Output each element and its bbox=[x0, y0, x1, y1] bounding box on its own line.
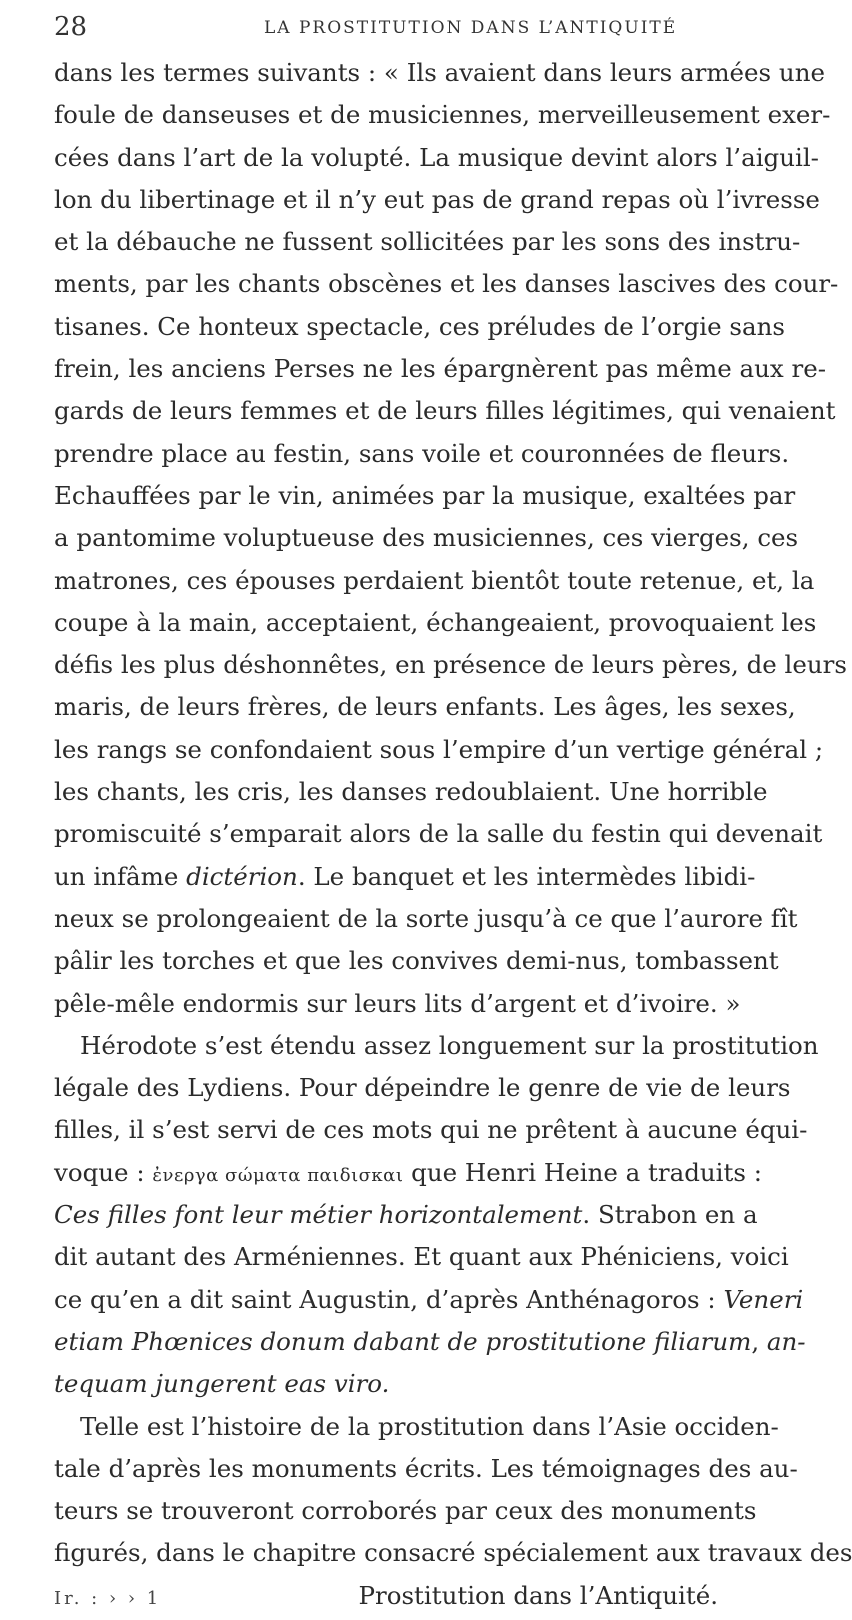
text-line: tisanes. Ce honteux spectacle, ces préludes de l’orgie sans bbox=[54, 311, 785, 341]
signature-mark: Ir. : › › 1 bbox=[54, 1587, 162, 1609]
text-run: , bbox=[751, 1326, 767, 1356]
text-run: voque : bbox=[54, 1157, 153, 1187]
italic-term-dicterion: dictérion bbox=[186, 861, 298, 891]
italic-latin-quote: etiam Phœnices donum dabant de prostitutione filiarum bbox=[54, 1326, 752, 1356]
text-line: lon du libertinage et il n’y eut pas de grand repas où l’ivresse bbox=[54, 184, 820, 214]
text-line: et la débauche ne fussent sollicitées par les sons des instru- bbox=[54, 227, 801, 257]
text-line: défis les plus déshonnêtes, en présence de leurs pères, de leurs bbox=[54, 650, 847, 680]
footer-book-title: Prostitution dans l’Antiquité. bbox=[358, 1580, 718, 1610]
text-line: pêle-mêle endormis sur leurs lits d’argent et d’ivoire. » bbox=[54, 988, 741, 1018]
text-line: Echauffées par le vin, animées par la musique, exaltées par bbox=[54, 480, 796, 510]
text-line: dans les termes suivants : « Ils avaient dans leurs armées une bbox=[54, 58, 825, 87]
text-run: un infâme bbox=[54, 861, 187, 891]
text-line: Hérodote s’est étendu assez longuement sur la prostitution bbox=[80, 1030, 819, 1060]
text-line bbox=[54, 856, 756, 898]
page-number: 28 bbox=[54, 12, 88, 42]
text-line: teurs se trouveront corroborés par ceux des monuments bbox=[54, 1496, 757, 1526]
text-line: cées dans l’art de la volupté. La musique devint alors l’aiguil- bbox=[54, 142, 819, 172]
text-line: filles, il s’est servi de ces mots qui ne prêtent à aucune équi- bbox=[54, 1115, 808, 1145]
text-line: les chants, les cris, les danses redoublaient. Une horrible bbox=[54, 777, 768, 807]
text-line: ments, par les chants obscènes et les danses lascives des cour- bbox=[54, 269, 839, 299]
text-run: . Strabon en a bbox=[582, 1200, 758, 1230]
text-line: prendre place au festin, sans voile et couronnées de fleurs. bbox=[54, 438, 790, 468]
text-line: tale d’après les monuments écrits. Les témoignages des au- bbox=[54, 1453, 798, 1483]
text-run: que Henri Heine a traduits : bbox=[403, 1157, 762, 1187]
text-line: promiscuité s’emparait alors de la salle du festin qui devenait bbox=[54, 819, 823, 849]
text-line: matrones, ces épouses perdaient bientôt toute retenue, et, la bbox=[54, 565, 815, 595]
text-line: coupe à la main, acceptaient, échangeaient, provoquaient les bbox=[54, 607, 817, 637]
greek-quote: ἐνεργα σώματα παιδισκαι bbox=[152, 1164, 404, 1186]
page-footer bbox=[54, 1575, 744, 1617]
running-title: LA PROSTITUTION DANS L’ANTIQUITÉ bbox=[264, 18, 678, 38]
text-line: figurés, dans le chapitre consacré spécialement aux travaux des bbox=[54, 1538, 852, 1568]
text-line: neux se prolongeaient de la sorte jusqu’à ce que l’aurore fît bbox=[54, 903, 798, 933]
italic-latin-quote: Veneri bbox=[723, 1284, 804, 1314]
text-line: frein, les anciens Perses ne les épargnèrent pas même aux re- bbox=[54, 354, 827, 384]
text-line: dit autant des Arméniennes. Et quant aux Phéniciens, voici bbox=[54, 1242, 789, 1272]
italic-quote-heine: Ces filles font leur métier horizontalement bbox=[54, 1200, 583, 1230]
text-line: maris, de leurs frères, de leurs enfants. Les âges, les sexes, bbox=[54, 692, 796, 722]
text-line: légale des Lydiens. Pour dépeindre le genre de vie de leurs bbox=[54, 1073, 791, 1103]
text-line: les rangs se confondaient sous l’empire d’un vertige général ; bbox=[54, 734, 824, 764]
text-line: a pantomime voluptueuse des musiciennes, ces vierges, ces bbox=[54, 523, 799, 553]
text-line bbox=[54, 1152, 762, 1194]
text-line: gards de leurs femmes et de leurs filles légitimes, qui venaient bbox=[54, 396, 836, 426]
text-line: pâlir les torches et que les convives demi-nus, tombassent bbox=[54, 946, 779, 976]
text-run: ce qu’en a dit saint Augustin, d’après Anthénagoros : bbox=[54, 1284, 724, 1314]
text-run: . Le banquet et les intermèdes libidi- bbox=[297, 861, 756, 891]
text-line bbox=[54, 1279, 804, 1321]
text-line: Telle est l’histoire de la prostitution dans l’Asie occiden- bbox=[80, 1411, 779, 1441]
running-head bbox=[54, 10, 754, 50]
body-text bbox=[54, 52, 852, 1617]
text-line: foule de danseuses et de musiciennes, merveilleusement exer- bbox=[54, 100, 831, 130]
text-line bbox=[54, 1194, 758, 1236]
text-line bbox=[54, 1321, 806, 1363]
italic-latin-quote: an- bbox=[766, 1326, 806, 1356]
text-line: tequam jungerent eas viro. bbox=[54, 1369, 390, 1399]
